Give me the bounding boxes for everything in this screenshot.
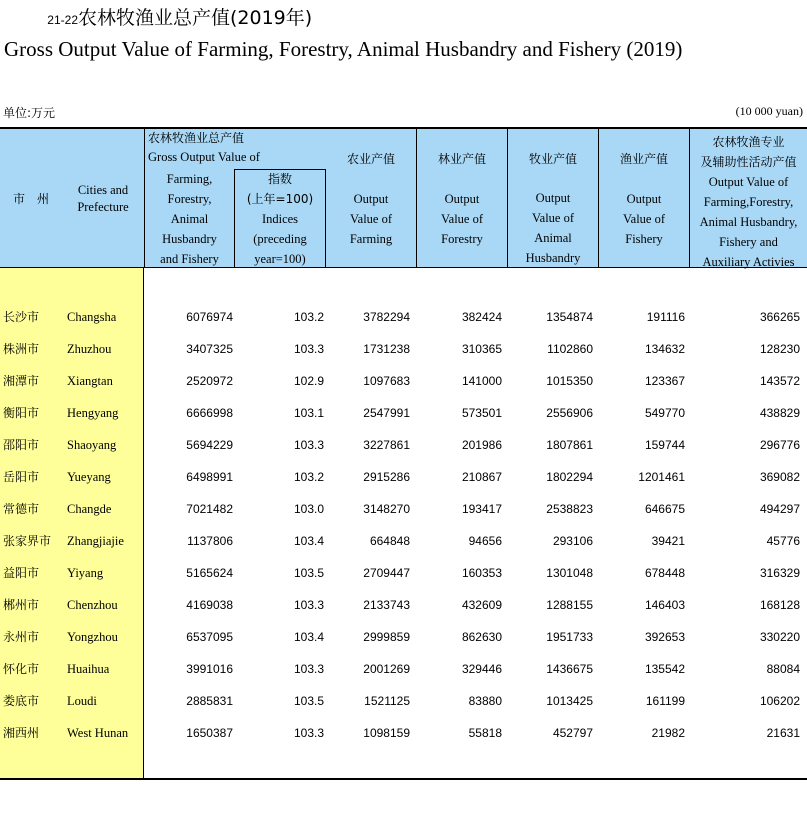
cell-index: 103.2 [293, 470, 324, 484]
cell-gross: 1650387 [186, 726, 233, 740]
city-name-cn: 长沙市 [3, 310, 40, 324]
cell-forestry: 310365 [461, 342, 502, 356]
header-gross-top: 农林牧渔业总产值 Gross Output Value of [148, 131, 260, 164]
city-name-cn: 怀化市 [3, 662, 40, 676]
cell-index: 103.4 [293, 630, 324, 644]
city-name-en: Loudi [67, 694, 97, 708]
cell-index: 103.3 [293, 662, 324, 676]
cell-aux: 438829 [759, 406, 800, 420]
cell-aux: 330220 [759, 630, 800, 644]
cell-animal: 1807861 [546, 438, 593, 452]
cell-animal: 1288155 [546, 598, 593, 612]
cell-animal: 1013425 [546, 694, 593, 708]
cell-farming: 3782294 [363, 310, 410, 324]
header-city-cn: 市 州 [12, 191, 49, 206]
cell-gross: 5694229 [186, 438, 233, 452]
header-gross-value: Farming, Forestry, Animal Husbandry and Fishery [145, 169, 235, 268]
city-name-cn: 衡阳市 [3, 406, 40, 420]
cell-index: 103.5 [293, 694, 324, 708]
cell-gross: 6666998 [186, 406, 233, 420]
cell-animal: 1102860 [547, 342, 593, 356]
cell-animal: 2538823 [546, 502, 593, 516]
cell-farming: 1521125 [364, 694, 410, 708]
table-row [0, 589, 807, 621]
cell-animal: 1951733 [546, 630, 593, 644]
cell-forestry: 329446 [461, 662, 502, 676]
city-name-cn: 岳阳市 [3, 470, 40, 484]
cell-index: 103.3 [293, 438, 324, 452]
city-name-en: West Hunan [67, 726, 129, 740]
cell-index: 103.3 [293, 342, 324, 356]
cell-fishery: 392653 [644, 630, 685, 644]
cell-index: 102.9 [293, 374, 324, 388]
cell-aux: 168128 [759, 598, 800, 612]
table-number: 21-22 [47, 13, 78, 27]
cell-gross: 3407325 [186, 342, 233, 356]
cell-farming: 1097683 [363, 374, 410, 388]
table-row [0, 397, 807, 429]
cell-fishery: 123367 [644, 374, 685, 388]
cell-gross: 7021482 [186, 502, 233, 516]
unit-label-en: (10 000 yuan) [735, 104, 803, 118]
cell-forestry: 193417 [461, 502, 502, 516]
table-row [0, 429, 807, 461]
cell-farming: 3148270 [363, 502, 410, 516]
cell-animal: 1354874 [546, 310, 593, 324]
city-name-cn: 湘潭市 [3, 374, 40, 388]
header-forestry: 林业产值 Output Value of Forestry [417, 129, 508, 268]
cell-forestry: 210867 [461, 470, 502, 484]
cell-farming: 2001269 [363, 662, 410, 676]
cell-fishery: 1201461 [638, 470, 685, 484]
cell-fishery: 549770 [644, 406, 685, 420]
cell-index: 103.0 [293, 502, 324, 516]
cell-gross: 4169038 [186, 598, 233, 612]
cell-farming: 3227861 [363, 438, 410, 452]
city-name-en: Zhuzhou [67, 342, 112, 356]
cell-gross: 2520972 [186, 374, 233, 388]
cell-animal: 1301048 [546, 566, 593, 580]
cell-forestry: 382424 [461, 310, 502, 324]
cell-aux: 366265 [759, 310, 800, 324]
city-name-en: Changsha [67, 310, 117, 324]
cell-farming: 1731238 [363, 342, 410, 356]
header-gross-group [145, 129, 326, 268]
cell-gross: 6076974 [186, 310, 233, 324]
table-row [0, 621, 807, 653]
cell-fishery: 646675 [644, 502, 685, 516]
cell-index: 103.3 [293, 598, 324, 612]
cell-animal: 2556906 [546, 406, 593, 420]
cell-fishery: 191116 [646, 310, 685, 324]
table-header [0, 127, 807, 268]
cell-index: 103.4 [293, 534, 324, 548]
city-name-cn: 张家界市 [3, 534, 52, 548]
header-farming: 农业产值 Output Value of Farming [326, 129, 417, 268]
city-name-en: Chenzhou [67, 598, 118, 612]
cell-farming: 2547991 [363, 406, 410, 420]
cell-animal: 1802294 [546, 470, 593, 484]
cell-farming: 2915286 [363, 470, 410, 484]
table-row [0, 685, 807, 717]
table-row [0, 557, 807, 589]
city-name-en: Changde [67, 502, 112, 516]
cell-index: 103.5 [293, 566, 324, 580]
table-row [0, 301, 807, 333]
city-name-en: Yueyang [67, 470, 111, 484]
cell-animal: 1436675 [546, 662, 593, 676]
header-index: 指数 (上年=100) Indices (preceding year=100) [235, 169, 326, 268]
cell-forestry: 94656 [468, 534, 502, 548]
cell-gross: 6537095 [186, 630, 233, 644]
cell-forestry: 55818 [468, 726, 502, 740]
cell-farming: 2133743 [363, 598, 410, 612]
cell-gross: 1137806 [187, 534, 233, 548]
city-name-en: Hengyang [67, 406, 119, 420]
table-row [0, 653, 807, 685]
city-name-en: Zhangjiajie [67, 534, 124, 548]
unit-label-cn: 单位:万元 [3, 106, 56, 120]
cell-aux: 369082 [759, 470, 800, 484]
cell-aux: 296776 [759, 438, 800, 452]
cell-index: 103.1 [293, 406, 324, 420]
table-row [0, 525, 807, 557]
cell-farming: 664848 [369, 534, 410, 548]
cell-gross: 5165624 [186, 566, 233, 580]
cell-forestry: 160353 [461, 566, 502, 580]
table-body [0, 268, 807, 780]
cell-fishery: 146403 [644, 598, 685, 612]
city-name-cn: 常德市 [3, 502, 40, 516]
cell-fishery: 135542 [644, 662, 685, 676]
header-fishery: 渔业产值 Output Value of Fishery [599, 129, 690, 268]
city-name-cn: 娄底市 [3, 694, 40, 708]
header-animal: 牧业产值 Output Value of Animal Husbandry [508, 129, 599, 268]
city-name-en: Xiangtan [67, 374, 113, 388]
cell-aux: 128230 [759, 342, 800, 356]
city-name-cn: 株洲市 [3, 342, 40, 356]
city-name-cn: 益阳市 [3, 566, 40, 580]
cell-index: 103.3 [293, 726, 324, 740]
table-title-cn-text: 农林牧渔业总产值(2019年) [78, 7, 313, 29]
cell-animal: 1015350 [546, 374, 593, 388]
cell-index: 103.2 [293, 310, 324, 324]
city-name-cn: 永州市 [3, 630, 40, 644]
cell-aux: 106202 [759, 694, 800, 708]
cell-animal: 293106 [552, 534, 593, 548]
cell-aux: 143572 [759, 374, 800, 388]
table-row [0, 365, 807, 397]
cell-aux: 88084 [766, 662, 800, 676]
cell-forestry: 862630 [461, 630, 502, 644]
cell-farming: 1098159 [363, 726, 410, 740]
cell-fishery: 161199 [645, 694, 685, 708]
cell-forestry: 432609 [461, 598, 502, 612]
cell-aux: 316329 [759, 566, 800, 580]
city-name-en: Huaihua [67, 662, 110, 676]
city-name-en: Yiyang [67, 566, 104, 580]
cell-aux: 45776 [766, 534, 800, 548]
city-name-cn: 邵阳市 [3, 438, 40, 452]
cell-aux: 21631 [766, 726, 800, 740]
table-title-cn [4, 6, 312, 32]
cell-fishery: 134632 [644, 342, 685, 356]
table-row [0, 333, 807, 365]
header-auxiliary: 农林牧渔专业 及辅助性活动产值 Output Value of Farming,Forestry, Animal Husbandry, Fishery and Auxiliary Activies [699, 135, 798, 269]
cell-fishery: 21982 [651, 726, 685, 740]
cell-animal: 452797 [552, 726, 593, 740]
header-city-en: Cities and Prefecture [62, 129, 145, 268]
cell-farming: 2709447 [363, 566, 410, 580]
cell-fishery: 159744 [644, 438, 685, 452]
cell-fishery: 678448 [644, 566, 685, 580]
cell-gross: 6498991 [186, 470, 233, 484]
table-title-en: Gross Output Value of Farming, Forestry, Animal Husbandry and Fishery (2019) [4, 37, 683, 61]
city-name-en: Yongzhou [67, 630, 118, 644]
cell-fishery: 39421 [651, 534, 685, 548]
table-row [0, 461, 807, 493]
table-row [0, 493, 807, 525]
city-name-cn: 郴州市 [3, 598, 40, 612]
cell-forestry: 141000 [461, 374, 502, 388]
cell-gross: 2885831 [186, 694, 233, 708]
cell-forestry: 83880 [468, 694, 502, 708]
cell-forestry: 201986 [461, 438, 502, 452]
city-name-en: Shaoyang [67, 438, 117, 452]
cell-aux: 494297 [759, 502, 800, 516]
cell-forestry: 573501 [461, 406, 502, 420]
table-row [0, 717, 807, 749]
cell-farming: 2999859 [363, 630, 410, 644]
cell-gross: 3991016 [186, 662, 233, 676]
city-name-cn: 湘西州 [3, 726, 40, 740]
